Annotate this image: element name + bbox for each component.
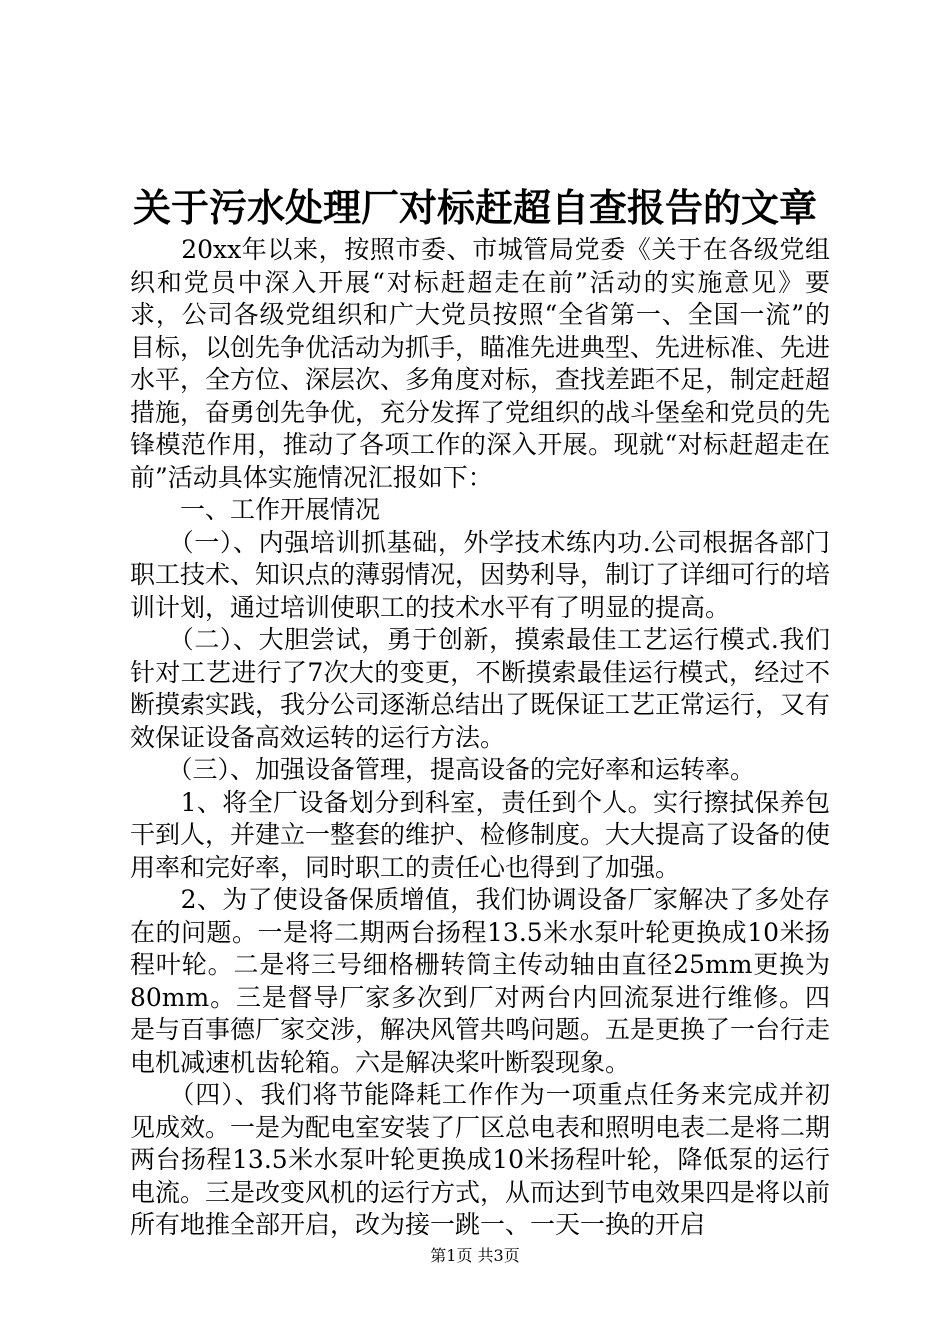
- paragraph-indent: [130, 788, 181, 817]
- paragraph-subitem-1: [130, 787, 830, 885]
- paragraph-text: 一、工作开展情况: [180, 495, 381, 524]
- paragraph-text: （四）、我们将节能降耗工作作为一项重点任务来完成并初见成效。一是为配电室安装了厂区总电表和照明电表二是将二期两台扬程13.5米水泵叶轮更换成10米扬程叶轮，降低泵的运行电流。三是改变风机的运行方式，从而达到节电效果四是将以前所有地推全部开启，改为接一跳一、一天一换的开启: [130, 1080, 831, 1239]
- paragraph-indent: [130, 625, 181, 654]
- paragraph-indent: [130, 495, 180, 524]
- paragraph-item-2: [130, 624, 830, 754]
- paragraph-indent: [130, 528, 181, 557]
- paragraph-text: 1、将全厂设备划分到科室，责任到个人。实行擦拭保养包干到人，并建立一整套的维护、检修制度。大大提高了设备的使用率和完好率，同时职工的责任心也得到了加强。: [130, 787, 831, 882]
- paragraph-indent: [130, 1080, 182, 1109]
- document-body: [130, 234, 830, 1242]
- paragraph-subitem-2: [130, 884, 830, 1079]
- document-title: 关于污水处理厂对标赶超自查报告的文章: [132, 185, 817, 230]
- paragraph-indent: [130, 235, 181, 264]
- paragraph-text: （一）、内强培训抓基础，外学技术练内功.公司根据各部门职工技术、知识点的薄弱情况，因势利导，制订了详细可行的培训计划，通过培训使职工的技术水平有了明显的提高。: [130, 527, 831, 622]
- page-footer: 第1页 共3页: [430, 1246, 520, 1265]
- paragraph-indent: [130, 755, 180, 784]
- paragraph-text: （三）、加强设备管理，提高设备的完好率和运转率。: [180, 755, 756, 784]
- paragraph-text: 20xx年以来，按照市委、市城管局党委《关于在各级党组织和党员中深入开展“对标赶超走在前”活动的实施意见》要求，公司各级党组织和广大党员按照“全省第一、全国一流”的目标，以创先争优活动为抓手，瞄准先进典型、先进标准、先进水平，全方位、深层次、多角度对标，查找差距不足，制定赶超措施，奋勇创先争优，充分发挥了党组织的战斗堡垒和党员的先锋模范作用，推动了各项工作的深入开展。现就“对标赶超走在前”活动具体实施情况汇报如下：: [130, 235, 831, 492]
- paragraph-item-4: [130, 1079, 830, 1242]
- paragraph-text: （二）、大胆尝试，勇于创新，摸索最佳工艺运行模式.我们针对工艺进行了7次大的变更，不断摸索最佳运行模式，经过不断摸索实践，我分公司逐渐总结出了既保证工艺正常运行，又有效保证设备高效运转的运行方法。: [130, 625, 831, 752]
- paragraph-intro: [130, 234, 830, 494]
- paragraph-item-1: [130, 527, 830, 625]
- paragraph-text: 2、为了使设备保质增值，我们协调设备厂家解决了多处存在的问题。一是将二期两台扬程13.5米水泵叶轮更换成10米扬程叶轮。二是将三号细格栅转筒主传动轴由直径25mm更换为80mm。三是督导厂家多次到厂对两台内回流泵进行维修。四是与百事德厂家交涉，解决风管共鸣问题。五是更换了一台行走电机减速机齿轮箱。六是解决桨叶断裂现象。: [130, 885, 831, 1077]
- paragraph-item-3: [130, 754, 830, 787]
- paragraph-indent: [130, 885, 181, 914]
- section-heading-work: [130, 494, 830, 527]
